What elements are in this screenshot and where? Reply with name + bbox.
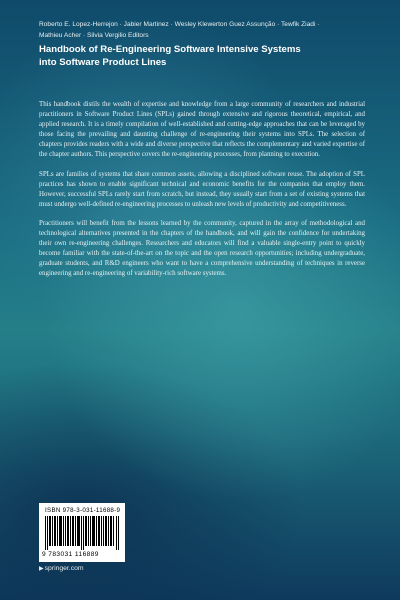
header-block	[39, 20, 379, 69]
isbn-barcode-box	[39, 503, 125, 562]
bullet-icon: ▶	[39, 566, 44, 572]
editors-line-1: Roberto E. Lopez-Herrejon · Jabier Martinez · Wesley Klewerton Guez Assunção · Tewfik Ziadi ·	[39, 21, 320, 28]
blurb-paragraph-2: SPLs are families of systems that share common assets, allowing a disciplined software reuse. The adoption of SPL practices has shown to enable significant technical and economic benefits for the companies that employ them. However, successful SPLs rarely start from scratch, but instead, they usually start from a set of existing systems that must undergo well-defined re-engineering processes to unleash new levels of productivity and competitiveness.	[39, 170, 365, 208]
editors-line-2: Mathieu Acher · Silvia Vergilio Editors	[39, 31, 149, 39]
editors-list	[39, 20, 379, 41]
publisher-website[interactable]	[39, 565, 84, 572]
book-title	[39, 44, 379, 69]
blurb-paragraph-3: Practitioners will benefit from the lessons learned by the community, captured in the array of methodological and technological alternatives presented in the chapters of the handbook, and will gain the confidence for undertaking their own re-engineering challenges. Researchers and educators will find a valuable single-entry point to quickly become familiar with the state-of-the-art on the topic and the open research opportunities; including undergraduate, graduate students, and R&D engineers who want to have a comprehensive understanding of techniques in reverse engineering and re-engineering of variability-rich software systems.	[39, 219, 365, 278]
barcode-digits: 9 783031 116889	[42, 551, 99, 558]
blurb	[39, 100, 365, 289]
blurb-paragraph-1: This handbook distils the wealth of expertise and knowledge from a large community of researchers and industrial practitioners in Software Product Lines (SPLs) gained through extensive and rigorous theoretical, empirical, and applied research. It is a timely compilation of well-established and cutting-edge approaches that can be leveraged by those facing the prevailing and daunting challenge of re-engineering their systems into SPLs. The selection of chapters provides readers with a wide and diverse perspective that reflects the complementary and varied expertise of the chapter authors. This perspective covers the re-engineering processes, from planning to execution.	[39, 101, 365, 159]
barcode-icon	[45, 516, 119, 550]
website-label: springer.com	[44, 565, 84, 572]
isbn-label: ISBN 978-3-031-11688-9	[45, 507, 121, 514]
book-title-line-2: into Software Product Lines	[39, 56, 167, 68]
book-title-line-1: Handbook of Re-Engineering Software Intensive Systems	[39, 44, 301, 55]
